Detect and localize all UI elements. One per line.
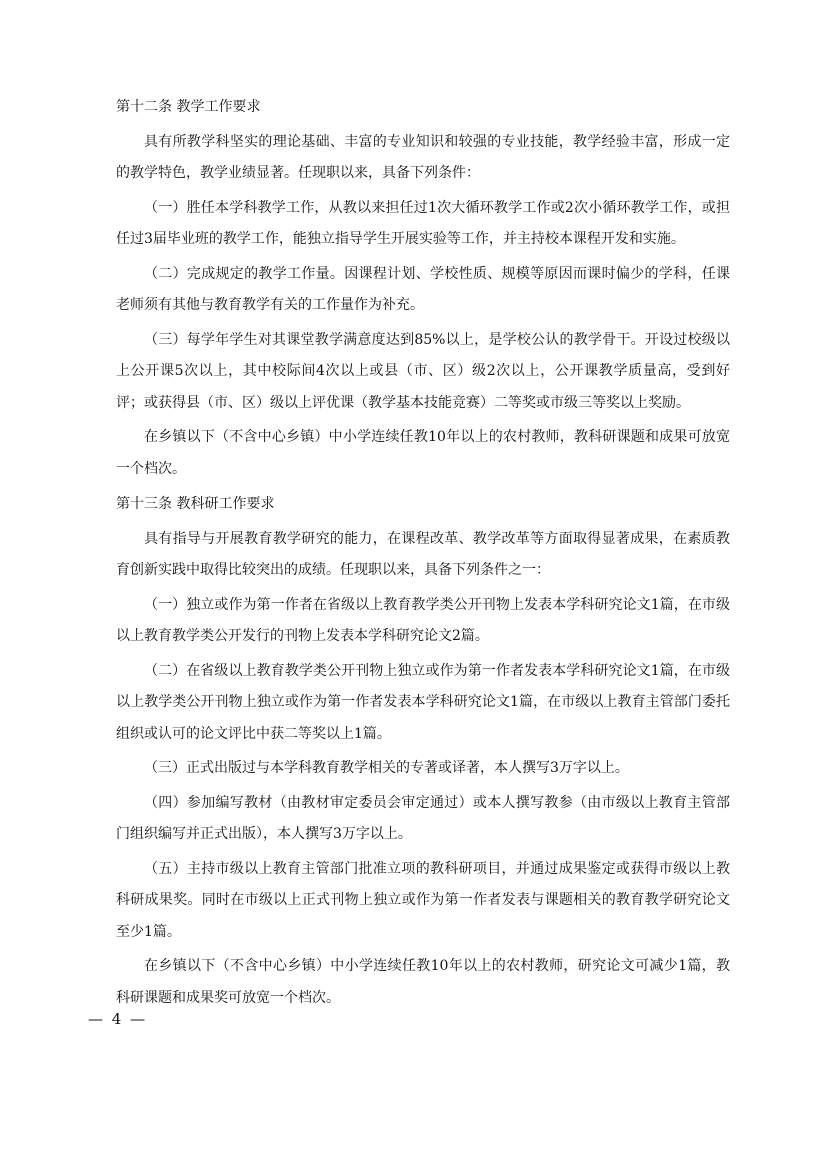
section-12-item-1: （一）胜任本学科教学工作，从教以来担任过1次大循环教学工作或2次小循环教学工作，或担任过3届毕业班的教学工作，能独立指导学生开展实验等工作，并主持校本课程开发和实施。	[116, 199, 730, 247]
section-12-item-2: （二）完成规定的教学工作量。因课程计划、学校性质、规模等原因而课时偏少的学科，任课老师须有其他与教育教学有关的工作量作为补充。	[116, 265, 730, 313]
section-13-item-1: （一）独立或作为第一作者在省级以上教育教学类公开刊物上发表本学科研究论文1篇，在市级以上教育教学类公开发行的刊物上发表本学科研究论文2篇。	[116, 596, 730, 644]
section-12-intro: 具有所教学科坚实的理论基础、丰富的专业知识和较强的专业技能，教学经验丰富，形成一定的教学特色，教学业绩显著。任现职以来，具备下列条件：	[116, 133, 730, 181]
section-13-item-3: （三）正式出版过与本学科教育教学相关的专著或译著，本人撰写3万字以上。	[144, 760, 629, 776]
section-12-note: 在乡镇以下（不含中心乡镇）中小学连续任教10年以上的农村教师，教科研课题和成果可放宽一个档次。	[116, 429, 730, 477]
section-13-intro: 具有指导与开展教育教学研究的能力，在课程改革、教学改革等方面取得显著成果，在素质教育创新实践中取得比较突出的成绩。任现职以来，具备下列条件之一：	[116, 530, 730, 578]
section-12-heading: 第十二条 教学工作要求	[116, 99, 261, 115]
section-13-heading: 第十三条 教科研工作要求	[116, 496, 275, 512]
section-12-item-3: （三）每学年学生对其课堂教学满意度达到85%以上，是学校公认的教学骨干。开设过校级以上公开课5次以上，其中校际间4次以上或县（市、区）级2次以上，公开课教学质量高，受到好评；或获得县（市、区）级以上评优课（教学基本技能竞赛）二等奖或市级三等奖以上奖励。	[116, 331, 730, 411]
section-13-note: 在乡镇以下（不含中心乡镇）中小学连续任教10年以上的农村教师，研究论文可减少1篇，教科研课题和成果奖可放宽一个档次。	[116, 958, 730, 1006]
section-13-item-4: （四）参加编写教材（由教材审定委员会审定通过）或本人撰写教参（由市级以上教育主管部门组织编写并正式出版），本人撰写3万字以上。	[116, 794, 730, 842]
document-body	[116, 92, 730, 1014]
section-13-item-5: （五）主持市级以上教育主管部门批准立项的教科研项目，并通过成果鉴定或获得市级以上教科研成果奖。同时在市级以上正式刊物上独立或作为第一作者发表与课题相关的教育教学研究论文至少1篇。	[116, 860, 730, 940]
section-13-item-2: （二）在省级以上教育教学类公开刊物上独立或作为第一作者发表本学科研究论文1篇，在市级以上教学类公开刊物上独立或作为第一作者发表本学科研究论文1篇，在市级以上教育主管部门委托组织或认可的论文评比中获二等奖以上1篇。	[116, 662, 730, 742]
page-number: — 4 —	[88, 1010, 148, 1028]
